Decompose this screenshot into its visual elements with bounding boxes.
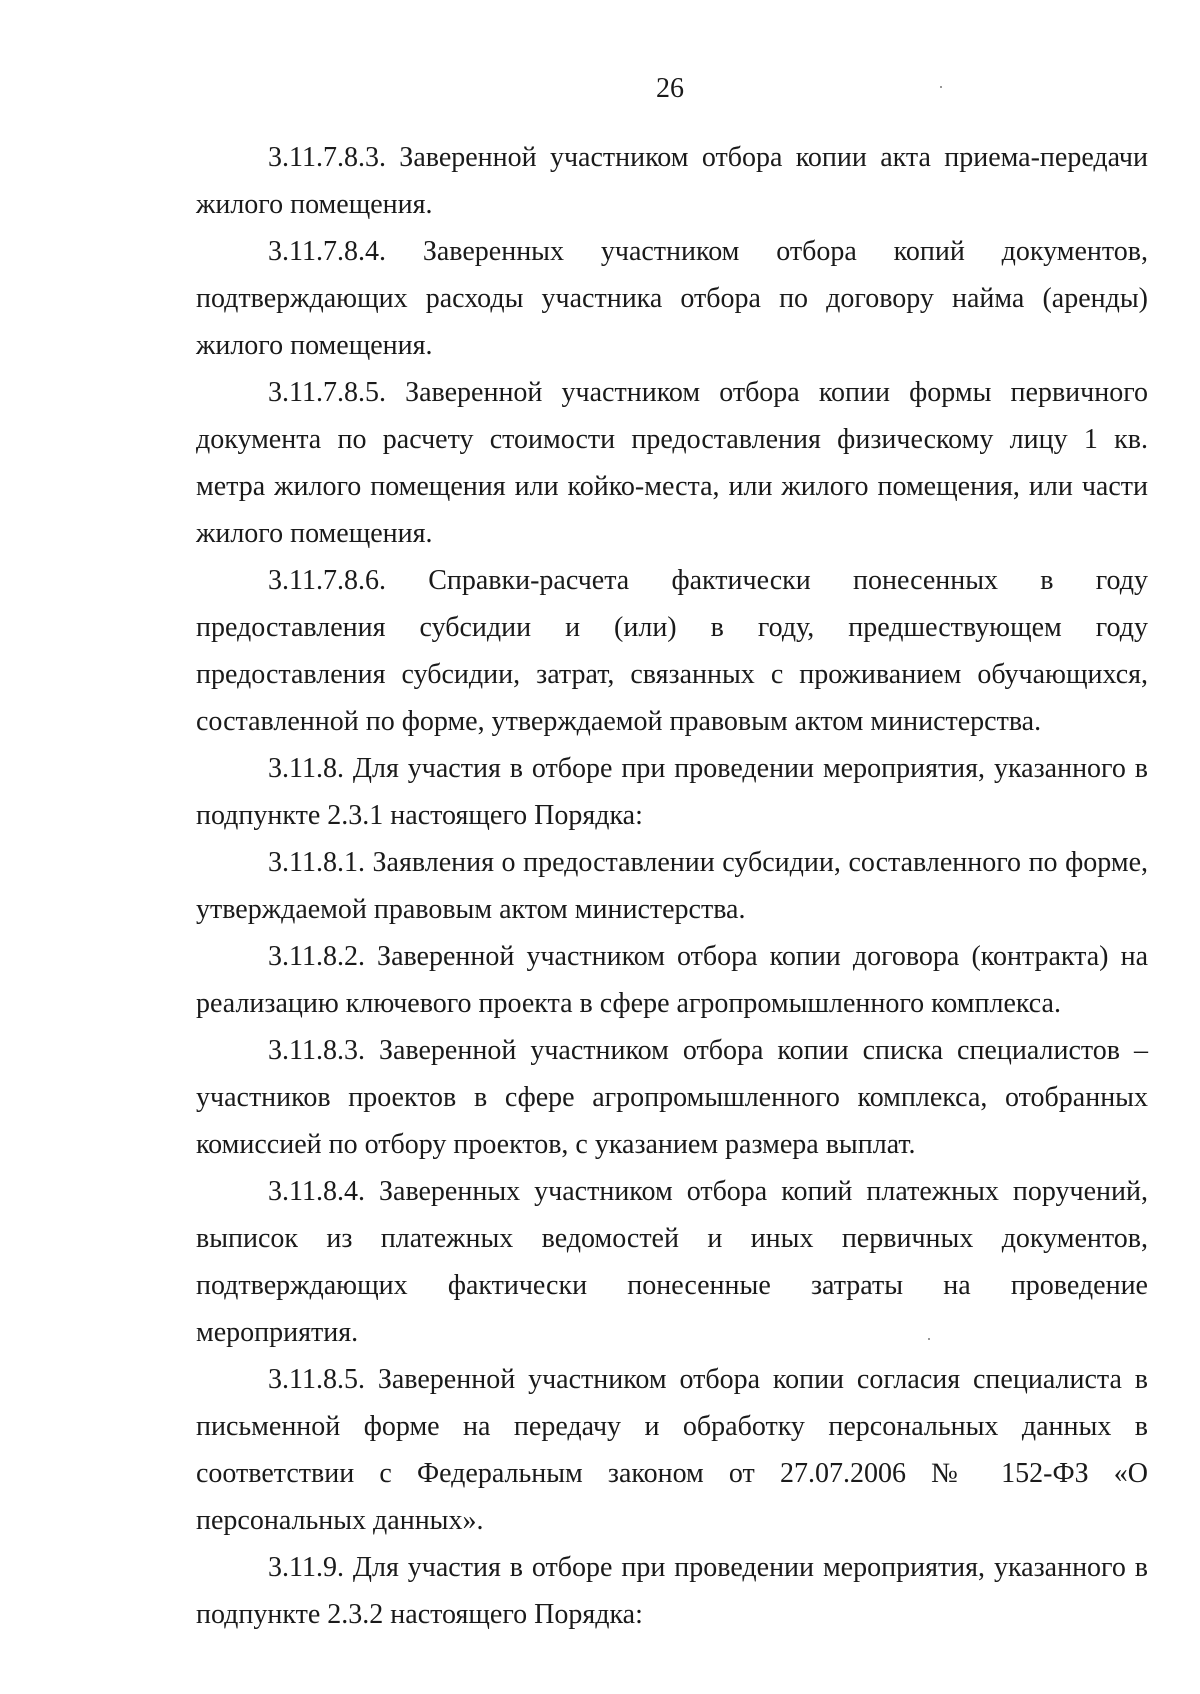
paragraph-3-11-8-2: 3.11.8.2. Заверенной участником отбора копии договора (контракта) на реализацию ключевого проекта в сфере агропромышленного комплекса.: [196, 941, 1148, 1019]
paragraph-3-11-8: 3.11.8. Для участия в отборе при проведении мероприятия, указанного в подпункте 2.3.1 настоящего Порядка:: [196, 753, 1148, 831]
paragraph-3-11-7-8-3: 3.11.7.8.3. Заверенной участником отбора копии акта приема-передачи жилого помещения.: [196, 142, 1148, 220]
paragraph-3-11-7-8-5: 3.11.7.8.5. Заверенной участником отбора копии формы первичного документа по расчету стоимости предоставления физическому лицу 1 кв. метра жилого помещения или койко-места, или жилого помещения, или части жилого помещения.: [196, 377, 1148, 549]
paragraph-3-11-8-1: 3.11.8.1. Заявления о предоставлении субсидии, составленного по форме, утверждаемой правовым актом министерства.: [196, 847, 1148, 925]
paragraph-3-11-8-3: 3.11.8.3. Заверенной участником отбора копии списка специалистов – участников проектов в сфере агропромышленного комплекса, отобранных комиссией по отбору проектов, с указанием размера выплат.: [196, 1035, 1148, 1160]
paragraph-3-11-8-4: 3.11.8.4. Заверенных участником отбора копий платежных поручений, выписок из платежных ведомостей и иных первичных документов, подтверждающих фактически понесенные затраты на проведение мероприятия.: [196, 1176, 1148, 1348]
page-number: 26: [656, 73, 684, 104]
scan-speck: [928, 1338, 930, 1340]
paragraph-3-11-8-5: 3.11.8.5. Заверенной участником отбора копии согласия специалиста в письменной форме на передачу и обработку персональных данных в соответствии с Федеральным законом от 27.07.2006 № 152-ФЗ «О персональных данных».: [196, 1364, 1148, 1536]
scan-speck: [940, 86, 942, 88]
document-body: [196, 134, 1148, 1638]
paragraph-3-11-9: 3.11.9. Для участия в отборе при проведении мероприятия, указанного в подпункте 2.3.2 настоящего Порядка:: [196, 1552, 1148, 1630]
paragraph-3-11-7-8-4: 3.11.7.8.4. Заверенных участником отбора копий документов, подтверждающих расходы участника отбора по договору найма (аренды) жилого помещения.: [196, 236, 1148, 361]
paragraph-3-11-7-8-6: 3.11.7.8.6. Справки-расчета фактически понесенных в году предоставления субсидии и (или) в году, предшествующем году предоставления субсидии, затрат, связанных с проживанием обучающихся, составленной по форме, утверждаемой правовым актом министерства.: [196, 565, 1148, 737]
